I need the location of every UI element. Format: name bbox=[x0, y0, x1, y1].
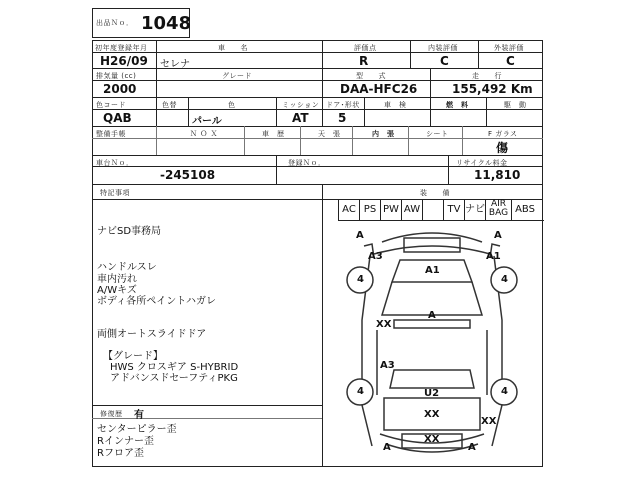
repair-line-1: センターピラー歪 bbox=[97, 424, 177, 435]
equip-aw: AW bbox=[402, 199, 423, 220]
mileage-value: 155,492 Km bbox=[452, 82, 533, 96]
equip-blank bbox=[423, 199, 444, 220]
equip-airbag: AIR BAG bbox=[486, 199, 512, 220]
exterior-eval-value: C bbox=[506, 54, 515, 68]
color-code2-label: 色替 bbox=[162, 101, 177, 109]
tire-front-left: 4 bbox=[357, 274, 364, 285]
color-code-value: QAB bbox=[103, 111, 132, 125]
remarks-label: 特記事項 bbox=[100, 189, 130, 197]
chassis-no-label: 車台Ｎｏ． bbox=[96, 159, 134, 167]
recycle-label: リサイクル料金 bbox=[456, 159, 508, 167]
tire-rear-left: 4 bbox=[357, 386, 364, 397]
model-type-label: 型 式 bbox=[356, 72, 386, 80]
mark-front-left: A bbox=[356, 230, 364, 241]
first-reg-label: 初年度登録年月 bbox=[95, 44, 148, 52]
equipment-label: 装 備 bbox=[420, 189, 450, 197]
remark-line-8: HWS クロスギア S-HYBRID bbox=[110, 362, 239, 373]
doors-value: 5 bbox=[338, 111, 347, 125]
mark-xx-rear2: XX bbox=[424, 434, 440, 445]
mark-xx-rear1: XX bbox=[424, 409, 440, 420]
car-diagram bbox=[322, 220, 543, 467]
mark-a3-left: A3 bbox=[368, 251, 383, 262]
drive-label: 駆 動 bbox=[504, 101, 527, 109]
remark-line-6: 両側オートスライドドア bbox=[97, 329, 207, 340]
interior-label: 内 張 bbox=[372, 130, 395, 138]
sunroof-label: 天 張 bbox=[318, 130, 341, 138]
transmission-value: AT bbox=[292, 111, 309, 125]
lot-number-box bbox=[92, 8, 190, 38]
equip-ps: PS bbox=[360, 199, 381, 220]
chassis-no-value: -245108 bbox=[160, 168, 216, 182]
remark-line-4: A/Wキズ bbox=[97, 285, 137, 296]
first-reg-value: H26/09 bbox=[100, 54, 148, 68]
repair-line-2: Rインナー歪 bbox=[97, 436, 154, 447]
mark-rear-right: A bbox=[468, 442, 476, 453]
equip-tv: TV bbox=[444, 199, 465, 220]
reg-no-label: 登録Ｎｏ． bbox=[288, 159, 326, 167]
fuel-label: 燃 料 bbox=[446, 101, 469, 109]
lot-number: 1048 bbox=[141, 13, 192, 34]
maintenance-label: 整備手帳 bbox=[96, 130, 126, 138]
remark-line-7: 【グレード】 bbox=[103, 351, 163, 362]
grade-eval-value: R bbox=[359, 54, 369, 68]
history-label: 車 歴 bbox=[262, 130, 285, 138]
grade-label: グレード bbox=[222, 72, 252, 80]
mark-rear-left: A bbox=[383, 442, 391, 453]
color-value: パール bbox=[192, 116, 222, 127]
tire-rear-right: 4 bbox=[501, 386, 508, 397]
fglass-label: F ガラス bbox=[488, 130, 518, 138]
transmission-label: ミッション bbox=[282, 101, 320, 109]
displacement-label: 排気量 (cc) bbox=[96, 72, 137, 80]
mark-a-center: A bbox=[428, 310, 436, 321]
seat-label: シート bbox=[426, 130, 449, 138]
equipment-row bbox=[338, 199, 544, 221]
lot-number-label: 出品Ｎｏ． bbox=[96, 19, 134, 27]
remark-line-9: アドバンスドセーフティPKG bbox=[110, 373, 238, 384]
equip-ac: AC bbox=[339, 199, 360, 220]
inspection-label: 車 検 bbox=[384, 101, 407, 109]
remark-line-3: 車内汚れ bbox=[97, 274, 137, 285]
displacement-value: 2000 bbox=[103, 82, 137, 96]
interior-eval-value: C bbox=[440, 54, 449, 68]
mileage-label: 走 行 bbox=[472, 72, 502, 80]
recycle-value: 11,810 bbox=[474, 168, 521, 182]
mark-u2: U2 bbox=[424, 388, 440, 399]
model-name-label: 車 名 bbox=[218, 44, 248, 52]
remark-line-5: ボディ各所ペイントハガレ bbox=[97, 296, 216, 307]
mark-front-right: A bbox=[494, 230, 502, 241]
mark-a3-lower: A3 bbox=[380, 360, 395, 371]
model-name-value: セレナ bbox=[160, 59, 190, 70]
remark-line-1: ナビSD事務局 bbox=[97, 226, 162, 237]
doors-label: ドア･形状 bbox=[326, 101, 360, 109]
grade-eval-label: 評価点 bbox=[354, 44, 377, 52]
tire-front-right: 4 bbox=[501, 274, 508, 285]
nox-label: Ｎ Ｏ Ｘ bbox=[190, 130, 218, 138]
model-type-value: DAA-HFC26 bbox=[340, 82, 418, 96]
mark-xx-left: XX bbox=[376, 319, 392, 330]
remark-line-2: ハンドルスレ bbox=[97, 262, 157, 273]
equip-abs: ABS bbox=[515, 204, 535, 215]
repair-history-label: 修復歴 bbox=[100, 410, 123, 418]
mark-a1-center: A1 bbox=[425, 265, 440, 276]
equip-navi: ナビ bbox=[465, 199, 486, 220]
color-code-label: 色コード bbox=[96, 101, 126, 109]
repair-line-3: Rフロア歪 bbox=[97, 448, 144, 459]
mark-xx-rear-right: XX bbox=[481, 416, 497, 427]
fglass-value: 傷 bbox=[496, 141, 509, 155]
repair-history-value: 有 bbox=[134, 410, 144, 421]
color-label: 色 bbox=[228, 101, 236, 109]
equip-pw: PW bbox=[381, 199, 402, 220]
exterior-eval-label: 外装評価 bbox=[494, 44, 524, 52]
interior-eval-label: 内装評価 bbox=[428, 44, 458, 52]
mark-a1-right: A1 bbox=[486, 251, 501, 262]
